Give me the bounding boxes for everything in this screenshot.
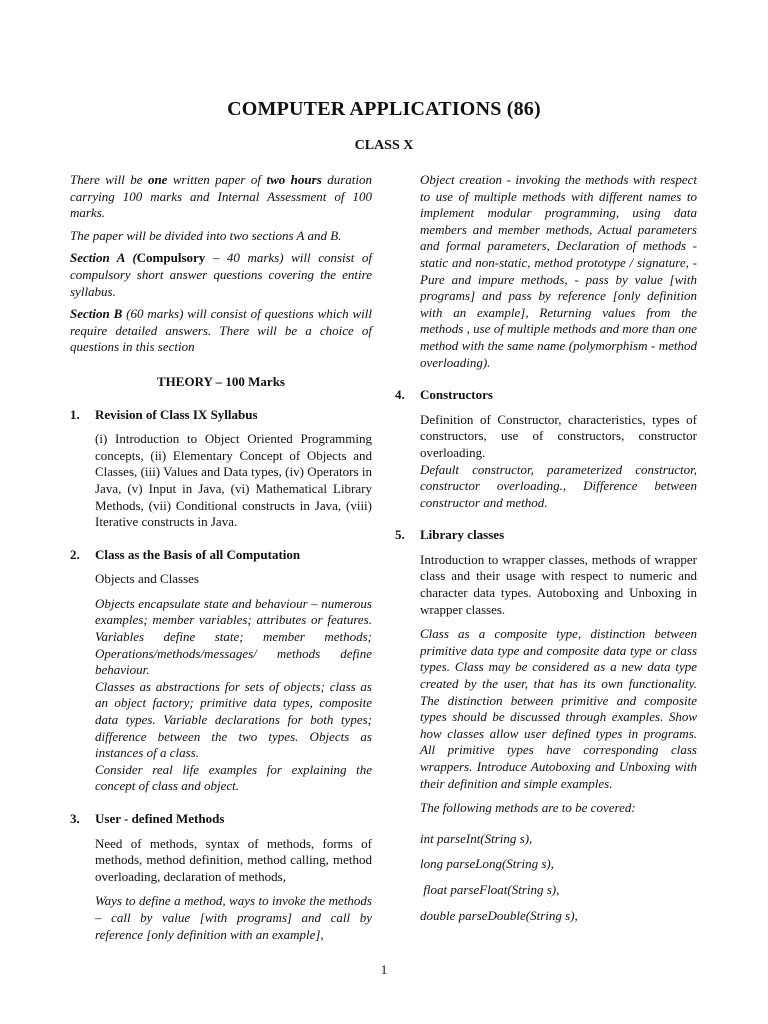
left-column xyxy=(70,172,372,943)
section-title: User - defined Methods xyxy=(95,811,225,826)
compulsory-label: Compulsory xyxy=(136,250,206,266)
section-number: 5. xyxy=(395,527,405,543)
section-4-heading xyxy=(395,387,697,404)
intro-emphasis-one: one xyxy=(147,172,168,187)
section-4-italic-1: Default constructor, parameterized constructor, constructor overloading., Difference between constructor and method. xyxy=(420,461,697,510)
method-item: double parseDouble(String s), xyxy=(420,907,578,923)
page-number: 1 xyxy=(380,962,388,977)
method-item: long parseLong(String s), xyxy=(420,856,554,872)
intro-text: – 40 marks) will consist of compulsory short answer questions covering the entire syllabus. xyxy=(70,250,372,299)
intro-emphasis-two-hours: two hours xyxy=(266,172,322,187)
intro-paragraph-3 xyxy=(70,250,372,300)
intro-paragraph-1 xyxy=(70,172,372,222)
section-2-italic-2: Classes as abstractions for sets of objects; class as an object factory; primitive data types, composite data types. Variable declarations for both types; difference between the two types. Objects as instances of a class. xyxy=(95,678,372,761)
method-list xyxy=(395,831,697,924)
section-4-body: Definition of Constructor, characteristics, types of constructors, use of constructors, constructor overloading. xyxy=(420,411,697,460)
theory-heading: THEORY – 100 Marks xyxy=(157,373,285,389)
section-2-italic-1: Objects encapsulate state and behaviour – numerous examples; member variables; attributes or features. Variables define state; member methods; Operations/methods/messages/ methods define behaviour. xyxy=(95,595,372,678)
section-2-heading xyxy=(70,547,372,564)
section-number: 3. xyxy=(70,811,80,826)
page-title: COMPUTER APPLICATIONS (86) xyxy=(227,98,541,120)
page-subtitle: CLASS X xyxy=(354,138,414,153)
section-1-body: (i) Introduction to Object Oriented Programming concepts, (ii) Elementary Concept of Objects and Classes, (iii) Values and Data types, (iv) Operators in Java, (v) Input in Java, (vi) Mathematical Library Methods, (vii) Conditional constructs in Java, (viii) Iterative constructs in Java. xyxy=(95,431,372,530)
method-item: float parseFloat(String s), xyxy=(420,881,560,897)
section-5-italic-2: The following methods are to be covered: xyxy=(420,800,636,816)
section-5-body: Introduction to wrapper classes, methods of wrapper class and their usage with respect to numeric and character data types. Autoboxing and Unboxing in wrapper classes. xyxy=(420,551,697,617)
intro-text: (60 marks) will consist of questions which will require detailed answers. There will be a choice of questions in this section xyxy=(70,306,372,355)
intro-text: written paper of xyxy=(167,172,267,187)
section-title: Library classes xyxy=(420,527,505,543)
intro-text: duration carrying 100 marks and Internal Assessment of 100 marks. xyxy=(70,172,372,221)
section-b-label: Section B xyxy=(70,306,123,322)
section-number: 4. xyxy=(395,387,405,403)
section-3-continued: Object creation - invoking the methods with respect to use of multiple methods with different names to implement modular programming, using data members and member methods, Actual parameters and formal parameters, Declaration of methods - static and non-static, method prototype / signature, - Pure and impure methods, - pass by value [with programs] and pass by reference [only definition with an example], Returning values from the methods , use of multiple methods and more than one method with the same name (polymorphism - method overloading). xyxy=(420,172,697,370)
section-3-italic-1: Ways to define a method, ways to invoke the methods – call by value [with programs] and call by reference [only definition with an example], xyxy=(95,893,372,942)
section-2-subheading: Objects and Classes xyxy=(95,571,199,587)
section-2-italic-3: Consider real life examples for explaining the concept of class and object. xyxy=(95,761,372,794)
intro-paragraph-4 xyxy=(70,306,372,356)
method-item: int parseInt(String s), xyxy=(420,830,533,846)
section-title: Constructors xyxy=(420,387,493,403)
intro-paragraph-2: The paper will be divided into two sections A and B. xyxy=(70,227,342,243)
section-title: Class as the Basis of all Computation xyxy=(95,546,301,562)
section-3-heading xyxy=(70,811,372,828)
section-3-body: Need of methods, syntax of methods, forms of methods, method definition, method calling, method overloading, declaration of methods, xyxy=(95,835,372,884)
intro-text: There will be xyxy=(70,172,148,187)
section-1-heading xyxy=(70,407,372,424)
section-title: Revision of Class IX Syllabus xyxy=(95,406,258,422)
section-a-label: Section A ( xyxy=(70,250,137,266)
section-number: 2. xyxy=(70,546,80,562)
section-number: 1. xyxy=(70,406,80,422)
section-5-italic-1: Class as a composite type, distinction between primitive data type and composite data type or class types. Class may be considered as a new data type created by the user, that has its own functionality. The distinction between primitive and composite types should be discussed through examples. Show how classes allow user defined types in programs. All primitive types have corresponding class wrappers. Introduce Autoboxing and Unboxing with their definition and simple examples. xyxy=(420,626,697,791)
right-column xyxy=(395,172,697,933)
section-5-heading xyxy=(395,527,697,544)
